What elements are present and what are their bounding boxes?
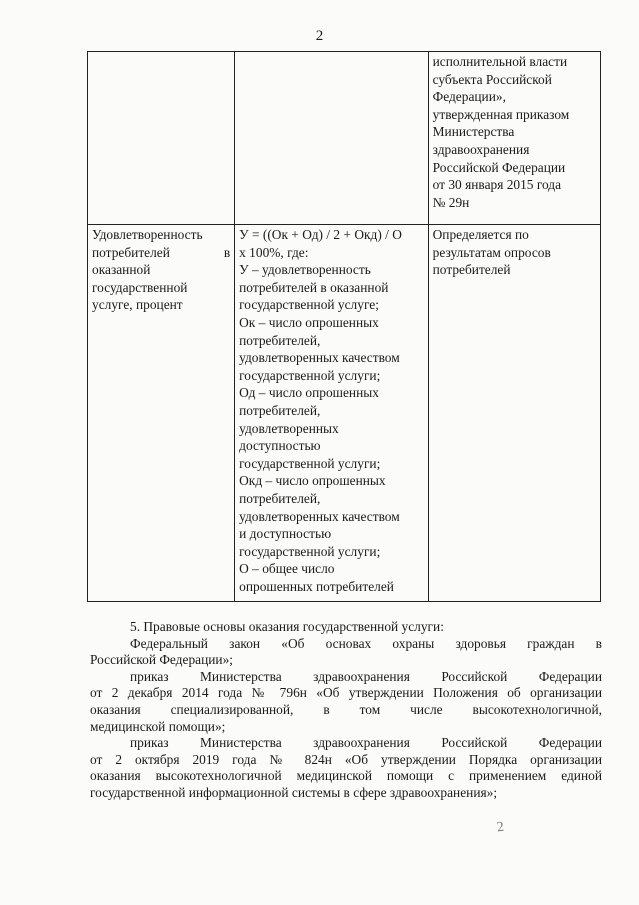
section-heading: 5. Правовые основы оказания государственной услуги: [130, 619, 444, 634]
cell-line: Российской Федерации [432, 159, 566, 175]
cell-line: услуге, процент [92, 297, 183, 313]
cell-line: результатам опросов [432, 244, 551, 260]
formula-line: государственной услуги; [239, 367, 381, 383]
paragraph-line: приказ Министерства здравоохранения Российской Федерации [130, 668, 602, 684]
formula-line: и доступностью [239, 526, 332, 542]
table-cell-indicator [88, 225, 235, 602]
cell-line: Министерства [432, 124, 515, 140]
cell-line: утвержденная приказом [432, 106, 570, 122]
cell-line: Определяется по [432, 227, 529, 242]
paragraph-line: от 2 декабря 2014 года № 796н «Об утверждении Положения об организации [90, 685, 602, 701]
table-cell-source [428, 225, 600, 602]
table-cell-indicator [88, 52, 235, 225]
cell-word: в [223, 244, 231, 260]
formula-line: потребителей, [239, 332, 321, 348]
cell-line: Удовлетворенность [92, 227, 203, 242]
cell-line: потребителей [432, 262, 511, 278]
cell-word: потребителей [92, 244, 170, 260]
cell-line: № 29н [432, 194, 470, 210]
cell-line: Федерации», [432, 89, 506, 105]
table-row [88, 52, 601, 225]
paragraph-line: Российской Федерации»; [90, 652, 233, 668]
cell-line: от 30 января 2015 года [432, 177, 562, 193]
formula-line: х 100%, где: [239, 244, 309, 260]
paragraph-line: приказ Министерства здравоохранения Российской Федерации [130, 735, 602, 751]
formula-line: потребителей, [239, 490, 321, 506]
cell-line: государственной [92, 279, 188, 295]
paragraph-line: Федеральный закон «Об основах охраны здоровья граждан в [130, 635, 602, 651]
formula-line: опрошенных потребителей [239, 578, 394, 594]
paragraph-line: медицинской помощи»; [90, 718, 226, 734]
formula-line: О – общее число [239, 561, 335, 577]
table-cell-formula [235, 52, 429, 225]
formula-line: государственной услуги; [239, 543, 381, 559]
paragraph-line: от 2 октября 2019 года № 824н «Об утверждении Порядка организации [90, 751, 602, 767]
formula-line: потребителей в оказанной [239, 279, 389, 295]
formula-line: удовлетворенных качеством [239, 508, 400, 524]
table-cell-formula [235, 225, 429, 602]
formula-line: удовлетворенных [239, 420, 339, 436]
formula-line: государственной услуги; [239, 455, 381, 471]
formula-line: доступностью [239, 438, 321, 454]
paragraph-line: оказания специализированной, в том числе высокотехнологичной, [90, 701, 602, 717]
cell-line: исполнительной власти [432, 54, 568, 69]
paragraph-line: государственной информационной системы в сфере здравоохранения»; [90, 784, 498, 800]
formula-line: У – удовлетворенность [239, 262, 371, 278]
formula-line: государственной услуге; [239, 297, 379, 313]
formula-line: Окд – число опрошенных [239, 473, 386, 489]
handwritten-mark: 2 [495, 819, 505, 836]
cell-line: оказанной [92, 262, 151, 278]
formula-line: Од – число опрошенных [239, 385, 379, 401]
paragraph [90, 735, 602, 801]
indicator-table [87, 51, 601, 602]
table-cell-source [428, 52, 600, 225]
page-number: 2 [315, 28, 324, 44]
formula-line: Ок – число опрошенных [239, 314, 379, 330]
paragraph-line: оказания высокотехнологичной медицинской помощи с применением единой [90, 768, 602, 784]
formula-line: У = ((Ок + Од) / 2 + Окд) / О [239, 227, 402, 242]
table-row [88, 225, 601, 602]
formula-line: удовлетворенных качеством [239, 350, 400, 366]
paragraph [90, 669, 602, 735]
legal-basis-section [90, 619, 602, 802]
formula-line: потребителей, [239, 402, 321, 418]
cell-line: субъекта Российской [432, 71, 552, 87]
cell-line [92, 244, 230, 262]
paragraph [90, 636, 602, 669]
cell-line: здравоохранения [432, 141, 530, 157]
